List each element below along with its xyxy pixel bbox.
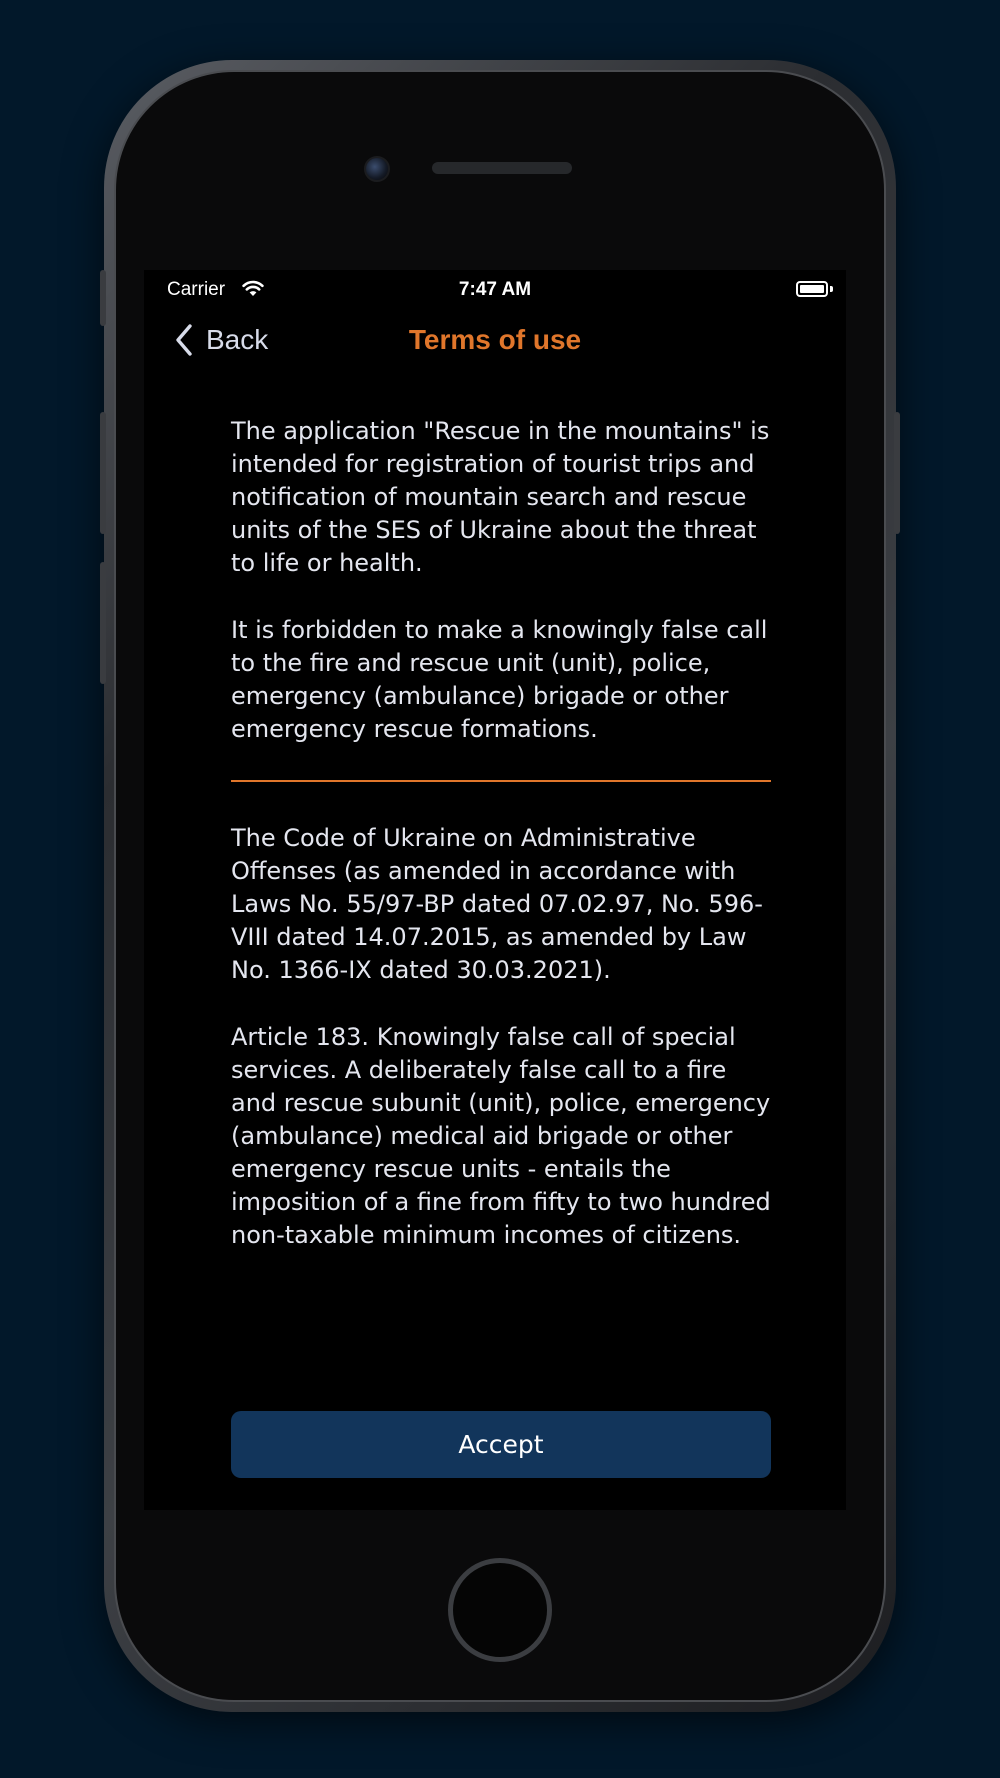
power-button	[894, 412, 900, 534]
battery-icon	[796, 281, 828, 297]
terms-paragraph-article: Article 183. Knowingly false call of special services. A deliberately false call to a fire and rescue subunit (unit), police, emergency (ambulance) medical aid brigade or other emergency rescue units - entails the imposition of a fine from fifty to two hundred non-taxable minimum incomes of citizens.	[231, 1023, 771, 1249]
battery-cap	[830, 286, 833, 292]
section-divider	[231, 780, 771, 782]
earpiece-speaker	[432, 162, 572, 174]
navigation-bar	[144, 314, 846, 366]
terms-paragraph-warning: It is forbidden to make a knowingly false call to the fire and rescue unit (unit), police, emergency (ambulance) brigade or other emergency rescue formations.	[231, 616, 768, 743]
app-screen	[144, 270, 846, 1510]
page-title: Terms of use	[408, 324, 582, 355]
mute-switch	[100, 270, 106, 326]
terms-paragraph-code: The Code of Ukraine on Administrative Offenses (as amended in accordance with Laws No. 55/97-BP dated 07.02.97, No. 596-VIII dated 14.07.2015, as amended by Law No. 1366-IX dated 30.03.2021).	[231, 824, 763, 984]
back-label: Back	[206, 324, 269, 355]
status-time: 7:47 AM	[458, 279, 532, 300]
front-camera	[364, 156, 390, 182]
home-button[interactable]	[448, 1558, 552, 1662]
terms-paragraph-purpose: The application "Rescue in the mountains" is intended for registration of tourist trips and notification of mountain search and rescue units of the SES of Ukraine about the threat to life or health.	[231, 417, 770, 577]
terms-content	[231, 415, 776, 1286]
volume-up-button	[100, 412, 106, 534]
carrier-label: Carrier	[167, 279, 226, 300]
accept-button[interactable]: Accept	[231, 1411, 771, 1478]
status-bar	[144, 270, 846, 310]
volume-down-button	[100, 562, 106, 684]
